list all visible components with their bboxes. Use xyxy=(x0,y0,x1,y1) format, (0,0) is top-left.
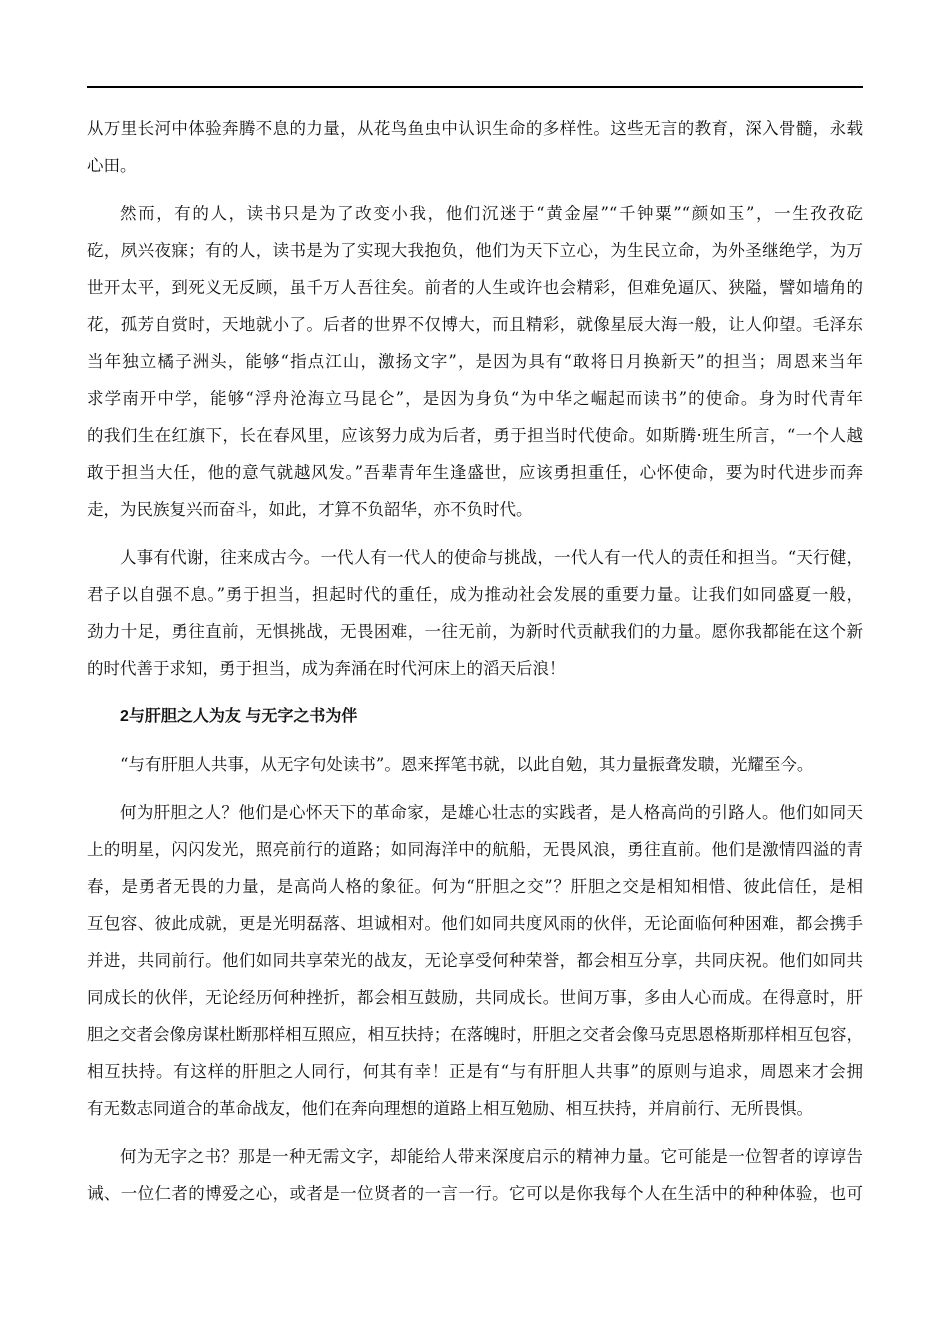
text-line: “与有肝胆人共事，从无字句处读书”。恩来挥笔书就，以此自勉，其力量振聋发聩，光耀至今。 xyxy=(120,755,814,774)
header-rule xyxy=(87,86,863,88)
text-line: 同成长的伙伴，无论经历何种挫折，都会相互鼓励，共同成长。世间万事，多由人心而成。在得意时，肝 xyxy=(87,988,863,1007)
text-line: 春，是勇者无畏的力量，是高尚人格的象征。何为“肝胆之交”？肝胆之交是相知相惜、彼此信任，是相 xyxy=(87,877,863,896)
text-line: 有无数志同道合的革命战友，他们在奔向理想的道路上相互勉励、相互扶持，并肩前行、无所畏惧。 xyxy=(87,1099,813,1118)
paragraph xyxy=(87,794,863,1127)
document-body xyxy=(87,110,863,1223)
paragraph xyxy=(87,110,863,184)
text-line: 走，为民族复兴而奋斗，如此，才算不负韶华，亦不负时代。 xyxy=(87,500,533,519)
text-line: 花，孤芳自赏时，天地就小了。后者的世界不仅博大，而且精彩，就像星辰大海一般，让人仰望。毛泽东 xyxy=(87,315,863,334)
text-line: 何为肝胆之人？他们是心怀天下的革命家，是雄心壮志的实践者，是人格高尚的引路人。他们如同天 xyxy=(120,803,863,822)
paragraph xyxy=(87,746,863,783)
text-line: 然而，有的人，读书只是为了改变小我，他们沉迷于“黄金屋”“千钟粟”“颜如玉”，一生孜孜矻 xyxy=(120,204,863,223)
paragraph xyxy=(87,1138,863,1212)
text-line: 何为无字之书？那是一种无需文字，却能给人带来深度启示的精神力量。它可能是一位智者的谆谆告 xyxy=(120,1147,863,1166)
paragraph xyxy=(87,195,863,528)
text-line: 心田。 xyxy=(87,156,137,175)
text-line: 世开太平，到死义无反顾，虽千万人吾往矣。前者的人生或许也会精彩，但难免逼仄、狭隘，譬如墙角的 xyxy=(87,278,863,297)
text-line: 君子以自强不息。”勇于担当，担起时代的重任，成为推动社会发展的重要力量。让我们如同盛夏一般， xyxy=(87,585,863,604)
text-line: 从万里长河中体验奔腾不息的力量，从花鸟鱼虫中认识生命的多样性。这些无言的教育，深入骨髓，永载 xyxy=(87,119,863,138)
text-line: 劲力十足，勇往直前，无惧挑战，无畏困难，一往无前，为新时代贡献我们的力量。愿你我都能在这个新 xyxy=(87,622,863,641)
text-line: 求学南开中学，能够“浮舟沧海立马昆仑”，是因为身负“为中华之崛起而读书”的使命。身为时代青年 xyxy=(87,389,863,408)
text-line: 互包容、彼此成就，更是光明磊落、坦诚相对。他们如同共度风雨的伙伴，无论面临何种困难，都会携手 xyxy=(87,914,863,933)
text-line: 诫、一位仁者的博爱之心，或者是一位贤者的一言一行。它可以是你我每个人在生活中的种种体验，也可 xyxy=(87,1184,863,1203)
text-line: 胆之交者会像房谋杜断那样相互照应，相互扶持；在落魄时，肝胆之交者会像马克思恩格斯那样相互包容， xyxy=(87,1025,863,1044)
text-line: 当年独立橘子洲头，能够“指点江山，激扬文字”，是因为具有“敢将日月换新天”的担当；周恩来当年 xyxy=(87,352,863,371)
text-line: 人事有代谢，往来成古今。一代人有一代人的使命与挑战，一代人有一代人的责任和担当。“天行健， xyxy=(120,548,863,567)
text-line: 的我们生在红旗下，长在春风里，应该努力成为后者，勇于担当时代使命。如斯腾·班生所言，“一个人越 xyxy=(87,426,863,445)
text-line: 的时代善于求知，勇于担当，成为奔涌在时代河床上的滔天后浪！ xyxy=(87,659,566,678)
text-line: 并进，共同前行。他们如同共享荣光的战友，无论享受何种荣誉，都会相互分享，共同庆祝。他们如同共 xyxy=(87,951,863,970)
paragraph xyxy=(87,539,863,687)
section-heading: 2与肝胆之人为友 与无字之书为伴 xyxy=(120,708,358,725)
text-line: 上的明星，闪闪发光，照亮前行的道路；如同海洋中的航船，无畏风浪，勇往直前。他们是激情四溢的青 xyxy=(87,840,863,859)
text-line: 矻，夙兴夜寐；有的人，读书是为了实现大我抱负，他们为天下立心，为生民立命，为外圣继绝学，为万 xyxy=(87,241,863,260)
text-line: 敢于担当大任，他的意气就越风发。”吾辈青年生逢盛世，应该勇担重任，心怀使命，要为时代进步而奔 xyxy=(87,463,863,482)
text-line: 相互扶持。有这样的肝胆之人同行，何其有幸！正是有“与有肝胆人共事”的原则与追求，周恩来才会拥 xyxy=(87,1062,863,1081)
